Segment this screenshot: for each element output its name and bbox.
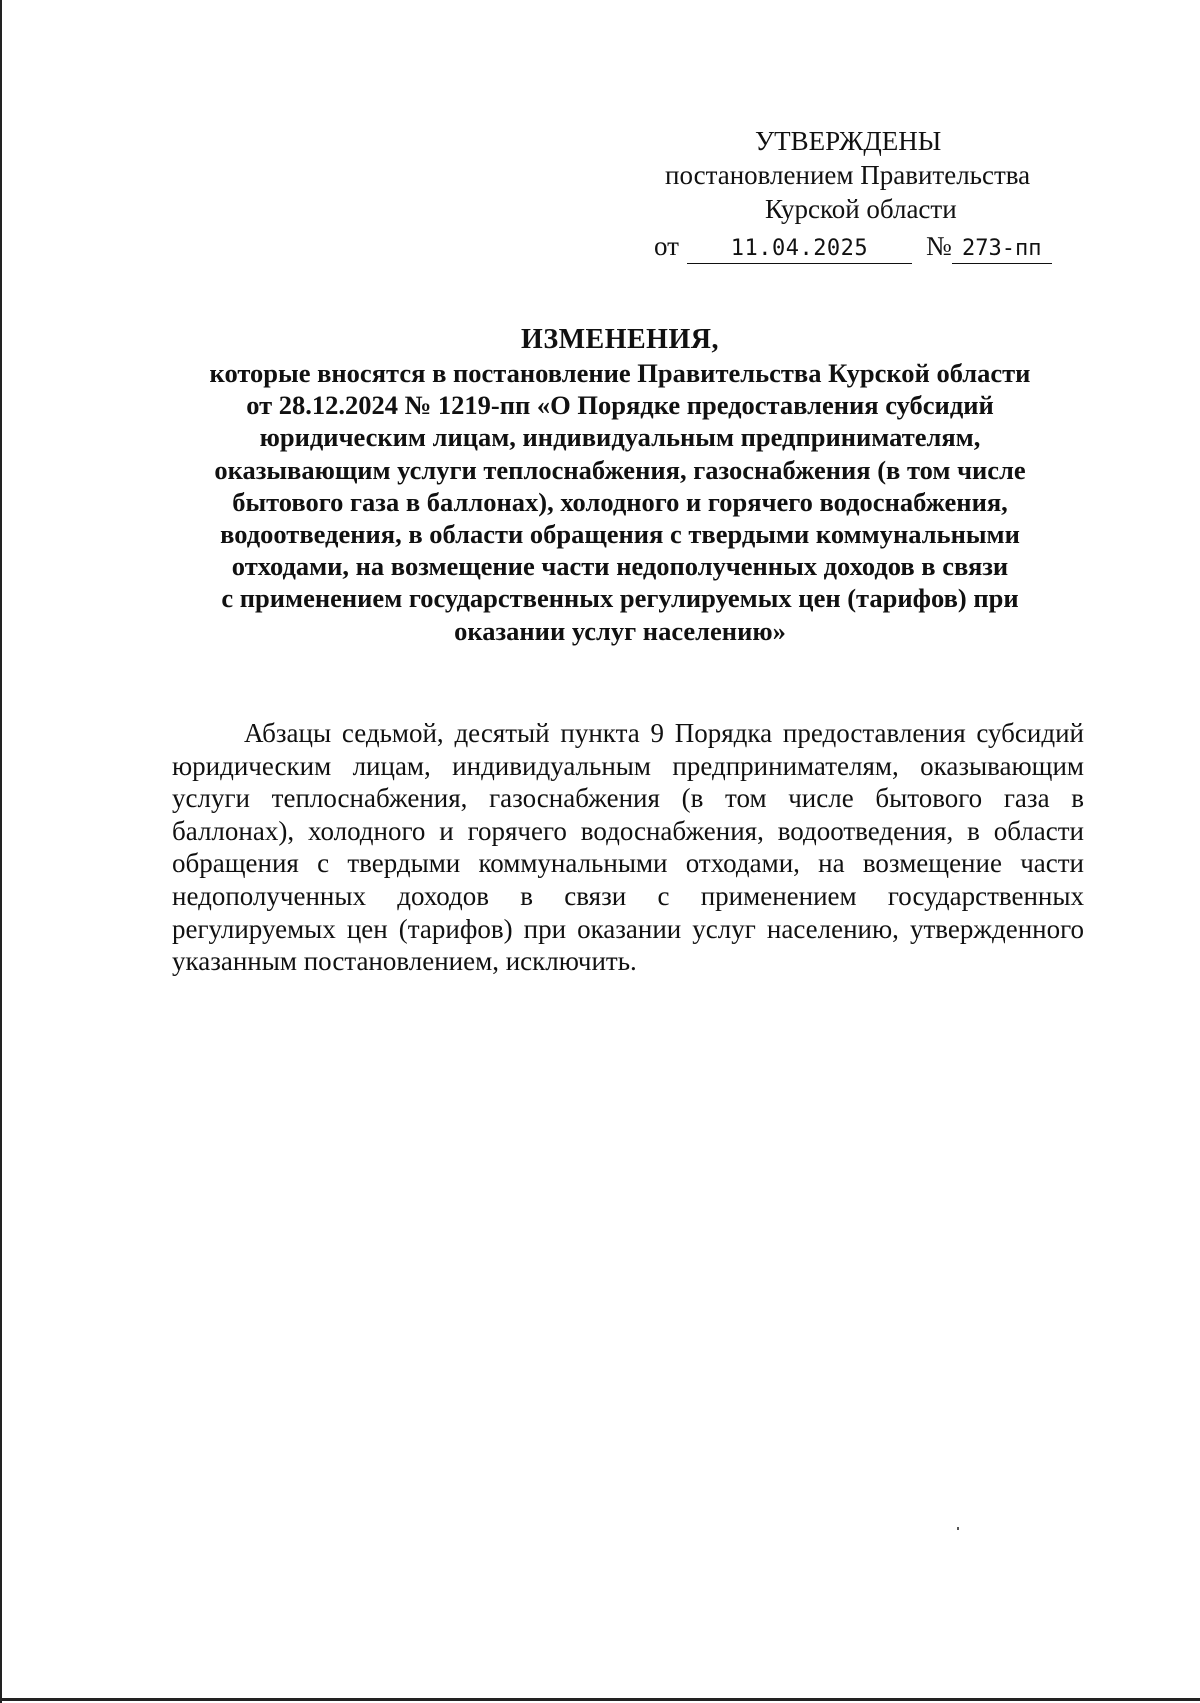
body-line: услуги теплоснабжения, газоснабжения (в том числе бытового газа в — [172, 783, 1084, 814]
body-line: юридическим лицам, индивидуальным предпринимателям, оказывающим — [172, 750, 1084, 781]
approval-number: 273-пп — [952, 235, 1052, 264]
approved-region: Курской области — [765, 194, 957, 224]
body-line: недополученных доходов в связи с применением государственных — [172, 880, 1084, 911]
subtitle-line: оказывающим услуги теплоснабжения, газоснабжения (в том числе — [214, 454, 1026, 485]
subtitle-line: бытового газа в баллонах), холодного и горячего водоснабжения, — [232, 486, 1008, 517]
subtitle-line: от 28.12.2024 № 1219-пп «О Порядке предоставления субсидий — [246, 390, 994, 421]
body-line: обращения с твердыми коммунальными отходами, на возмещение части — [172, 848, 1084, 879]
document-title: ИЗМЕНЕНИЯ, — [521, 324, 719, 355]
subtitle-line: водоотведения, в области обращения с твердыми коммунальными — [220, 519, 1020, 550]
from-label: от — [654, 231, 679, 261]
subtitle-line: юридическим лицам, индивидуальным предпринимателям, — [259, 422, 981, 453]
document-heading — [170, 323, 1070, 647]
body-paragraph — [172, 717, 1084, 978]
subtitle-line: которые вносятся в постановление Правительства Курской области — [209, 358, 1031, 388]
scan-speck — [957, 1527, 959, 1530]
subtitle-line: с применением государственных регулируемых цен (тарифов) при — [221, 583, 1019, 614]
approval-date: 11.04.2025 — [687, 235, 912, 264]
body-line: баллонах), холодного и горячего водоснабжения, водоотведения, в области — [172, 815, 1084, 846]
approval-date-row — [654, 229, 1052, 264]
approved-by-resolution: постановлением Правительства — [665, 160, 1031, 190]
number-label: № — [925, 231, 952, 261]
body-line: регулируемых цен (тарифов) при оказании услуг населению, утвержденного — [172, 913, 1084, 944]
approved-label: УТВЕРЖДЕНЫ — [755, 126, 942, 156]
body-line: Абзацы седьмой, десятый пункта 9 Порядка предоставления субсидий — [244, 718, 1084, 748]
subtitle-line: оказании услуг населению» — [454, 615, 786, 646]
scan-edge-left — [0, 0, 2, 1703]
body-line: указанным постановлением, исключить. — [172, 946, 637, 977]
scan-edge-bottom — [0, 1698, 1200, 1701]
subtitle-line: отходами, на возмещение части недополученных доходов в связи — [231, 551, 1009, 582]
